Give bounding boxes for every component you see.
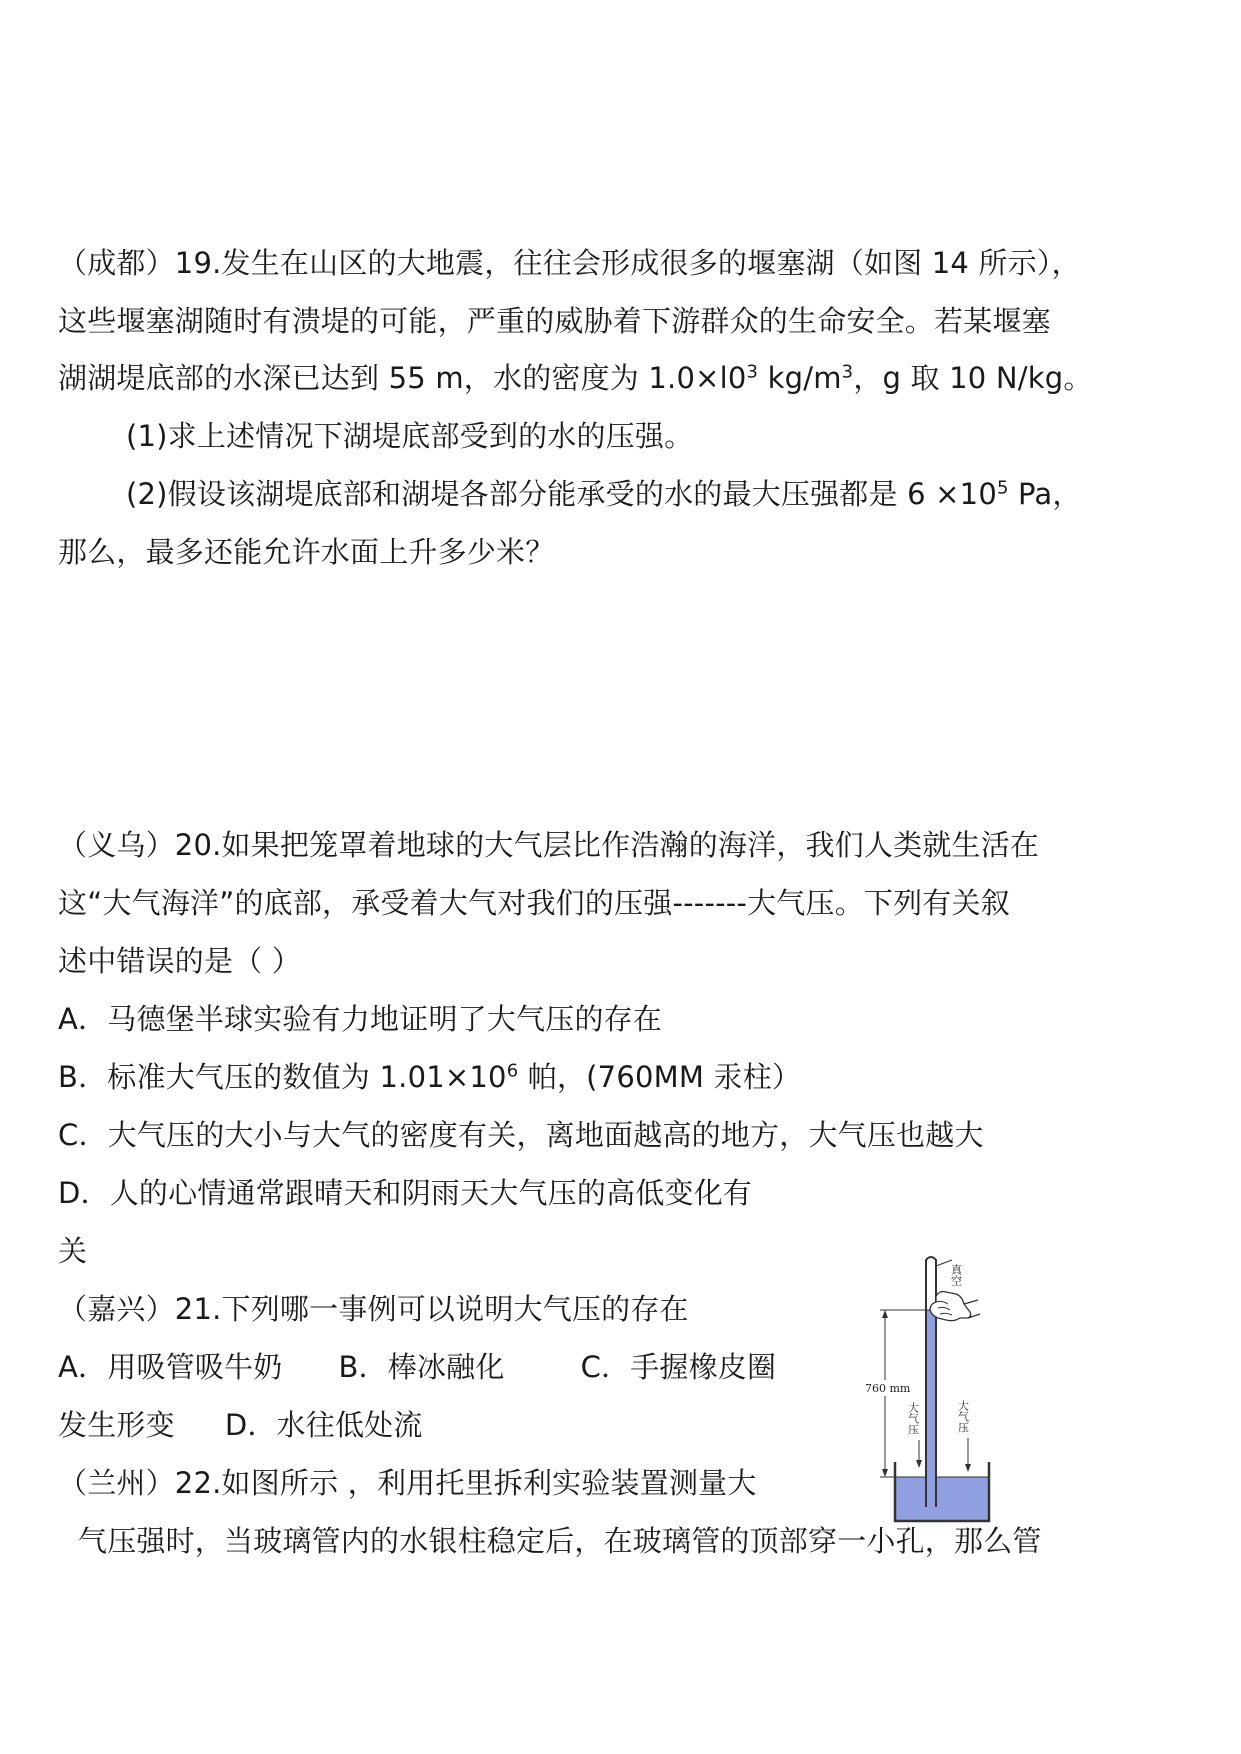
q22-line-2: 气压强时，当玻璃管内的水银柱稳定后，在玻璃管的顶部穿一小孔，那么管 [78, 1524, 1042, 1558]
q20-line-2: 这“大气海洋”的底部，承受着大气对我们的压强-------大气压。下列有关叙 [58, 886, 1010, 920]
q21-line-1: （嘉兴）21.下列哪一事例可以说明大气压的存在 [58, 1292, 689, 1326]
q19-subquestion-2 [126, 474, 1241, 514]
q20-option-b-exponent: 6 [506, 1060, 519, 1082]
q19-line-2: 这些堰塞湖随时有溃堤的可能，严重的威胁着下游群众的生命安全。若某堰塞 [58, 304, 1051, 338]
q21-option-d: D．水往低处流 [224, 1408, 423, 1442]
q19-line-1: （成都）19.发生在山区的大地震，往往会形成很多的堰塞湖（如图 14 所示）， [58, 246, 1081, 280]
q19-sub2-exponent: 5 [996, 477, 1009, 499]
torricelli-figure [860, 1252, 1005, 1537]
vacuum-label: 真空 [949, 1264, 963, 1286]
q21-option-c: C．手握橡皮圈 [580, 1350, 777, 1384]
q21-options-row [58, 1347, 1188, 1387]
q22-line-1: （兰州）22.如图所示 ，利用托里拆利实验装置测量大 [58, 1466, 757, 1500]
hand [930, 1292, 971, 1321]
q21-option-a: A．用吸管吸牛奶 [58, 1350, 283, 1384]
q19-line-3 [58, 358, 1188, 398]
q20-line-3: 述中错误的是（ ） [58, 944, 302, 978]
q19-exponent-2: 3 [841, 361, 854, 383]
q19-subquestion-1: (1)求上述情况下湖堤底部受到的水的压强。 [126, 419, 694, 453]
q21-options-row-2 [58, 1405, 1188, 1445]
q21-continuation: 发生形变 [58, 1408, 175, 1442]
atm-label-right: 大气压 [956, 1400, 970, 1433]
atm-label-left: 大气压 [906, 1402, 920, 1435]
q20-option-d-line-2: 关 [58, 1234, 88, 1268]
atm-arrow-right-head [965, 1464, 971, 1472]
q20-option-d-line-1: D．人的心情通常跟晴天和阴雨天大气压的高低变化有 [58, 1176, 753, 1210]
height-arrow-top [882, 1310, 888, 1318]
q19-sub2-text-a: (2)假设该湖堤底部和湖堤各部分能承受的水的最大压强都是 6 ×10 [126, 477, 997, 511]
q20-option-b-text-a: B．标准大气压的数值为 1.01×10 [58, 1060, 507, 1094]
q20-option-c: C．大气压的大小与大气的密度有关，离地面越高的地方，大气压也越大 [58, 1118, 984, 1152]
mercury-column [927, 1310, 935, 1507]
height-label: 760 mm [865, 1382, 911, 1395]
q19-line-3-text-b: kg/m [758, 361, 842, 395]
q20-option-b [58, 1057, 1188, 1097]
height-arrow-bottom [882, 1469, 888, 1477]
atm-arrow-left-head [916, 1460, 922, 1468]
q20-line-1: （义乌）20.如果把笼罩着地球的大气层比作浩瀚的海洋，我们人类就生活在 [58, 828, 1040, 862]
torricelli-diagram [860, 1252, 1005, 1537]
q19-line-3-text-a: 湖湖堤底部的水深已达到 55 m，水的密度为 1.0×l0 [58, 361, 747, 395]
q19-exponent-1: 3 [746, 361, 759, 383]
q20-option-a: A．马德堡半球实验有力地证明了大气压的存在 [58, 1002, 663, 1036]
q19-line-last: 那么，最多还能允许水面上升多少米？ [58, 535, 555, 569]
q20-option-b-text-b: 帕，(760MM 汞柱） [518, 1060, 802, 1094]
q21-option-b: B．棒冰融化 [338, 1350, 505, 1384]
q19-sub2-text-b: Pa， [1008, 477, 1082, 511]
q19-line-3-text-c: ，g 取 10 N/kg。 [853, 361, 1093, 395]
basin-mercury [895, 1477, 989, 1521]
